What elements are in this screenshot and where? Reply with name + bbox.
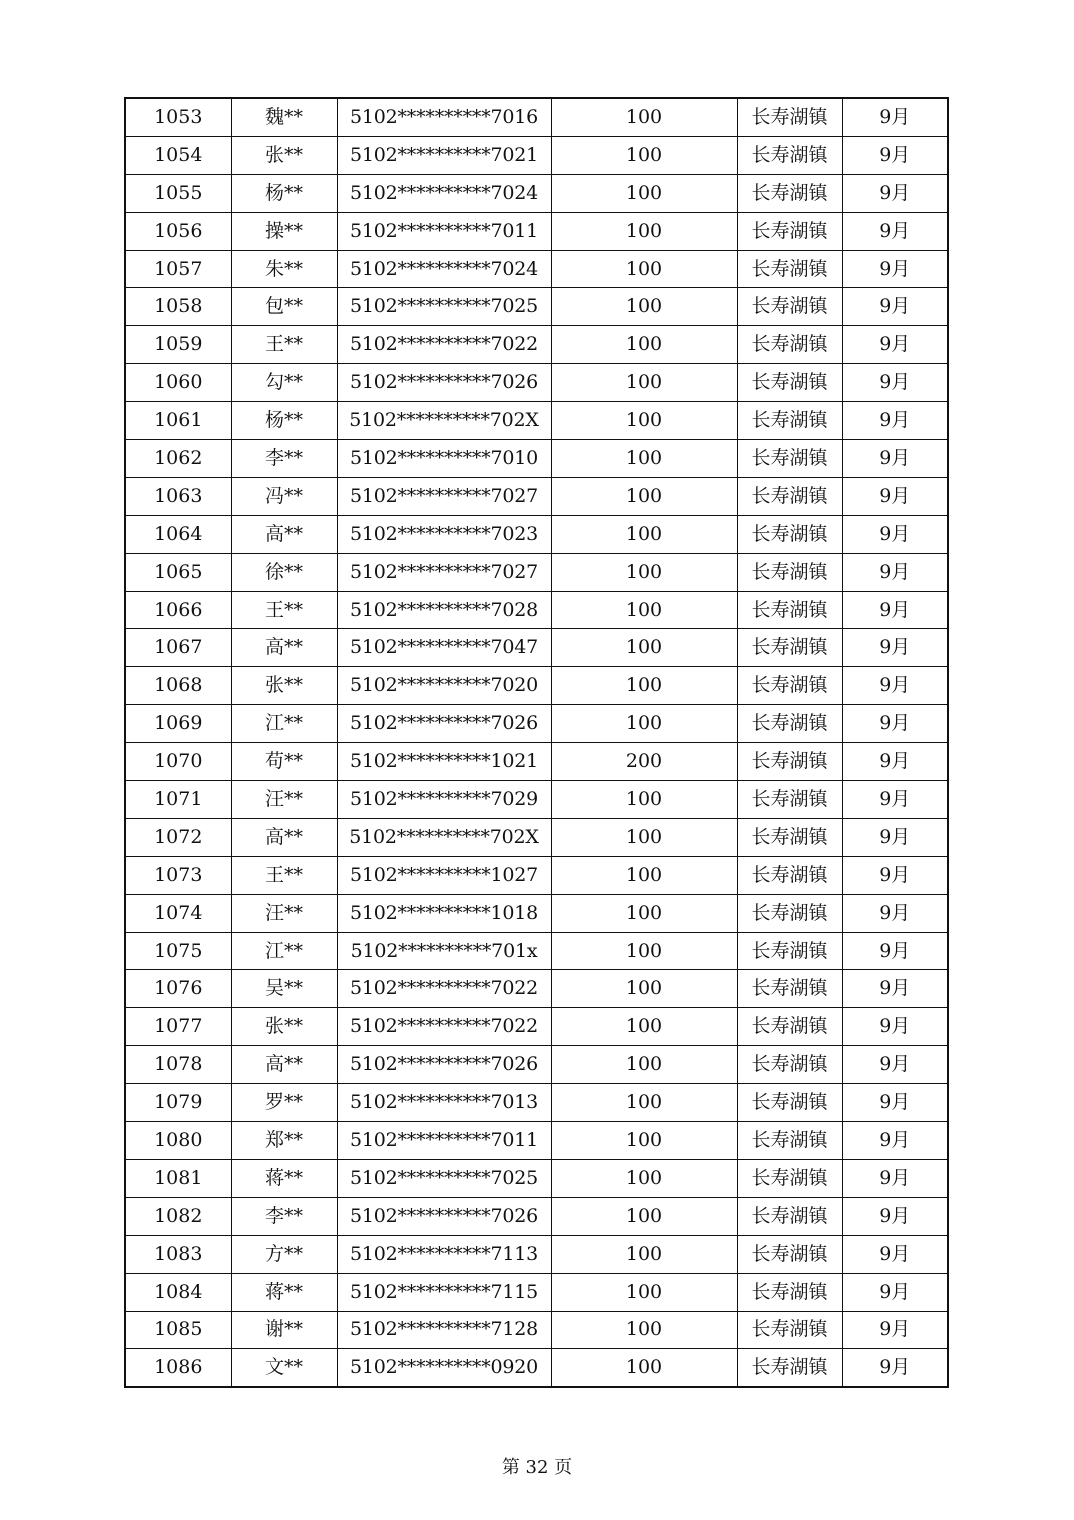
serial-cell: 1057 (125, 250, 231, 288)
id-number-cell: 5102**********7022 (337, 326, 551, 364)
amount-cell: 100 (551, 1349, 737, 1387)
serial-cell: 1063 (125, 477, 231, 515)
town-cell: 长寿湖镇 (737, 1349, 842, 1387)
name-cell: 王** (231, 591, 337, 629)
serial-cell: 1078 (125, 1046, 231, 1084)
id-number-cell: 5102**********7022 (337, 1008, 551, 1046)
town-cell: 长寿湖镇 (737, 174, 842, 212)
month-cell: 9月 (842, 1197, 948, 1235)
serial-cell: 1077 (125, 1008, 231, 1046)
name-cell: 杨** (231, 174, 337, 212)
serial-cell: 1062 (125, 440, 231, 478)
table-row (125, 515, 948, 553)
table-row (125, 629, 948, 667)
amount-cell: 100 (551, 932, 737, 970)
id-number-cell: 5102**********7047 (337, 629, 551, 667)
serial-cell: 1061 (125, 402, 231, 440)
serial-cell: 1076 (125, 970, 231, 1008)
id-number-cell: 5102**********7026 (337, 1046, 551, 1084)
serial-cell: 1079 (125, 1084, 231, 1122)
month-cell: 9月 (842, 212, 948, 250)
id-number-cell: 5102**********7026 (337, 364, 551, 402)
amount-cell: 100 (551, 326, 737, 364)
town-cell: 长寿湖镇 (737, 553, 842, 591)
page-number: 第 32 页 (501, 1457, 573, 1478)
id-number-cell: 5102**********7113 (337, 1235, 551, 1273)
name-cell: 王** (231, 856, 337, 894)
month-cell: 9月 (842, 970, 948, 1008)
serial-cell: 1059 (125, 326, 231, 364)
town-cell: 长寿湖镇 (737, 212, 842, 250)
name-cell: 吴** (231, 970, 337, 1008)
serial-cell: 1080 (125, 1122, 231, 1160)
amount-cell: 100 (551, 250, 737, 288)
amount-cell: 100 (551, 364, 737, 402)
amount-cell: 100 (551, 591, 737, 629)
amount-cell: 100 (551, 477, 737, 515)
amount-cell: 100 (551, 818, 737, 856)
month-cell: 9月 (842, 1046, 948, 1084)
name-cell: 张** (231, 1008, 337, 1046)
amount-cell: 100 (551, 1235, 737, 1273)
month-cell: 9月 (842, 288, 948, 326)
serial-cell: 1070 (125, 743, 231, 781)
town-cell: 长寿湖镇 (737, 1197, 842, 1235)
id-number-cell: 5102**********7025 (337, 288, 551, 326)
id-number-cell: 5102**********7023 (337, 515, 551, 553)
table-row (125, 970, 948, 1008)
table-row (125, 1311, 948, 1349)
table-row (125, 250, 948, 288)
name-cell: 郑** (231, 1122, 337, 1160)
name-cell: 文** (231, 1349, 337, 1387)
name-cell: 冯** (231, 477, 337, 515)
town-cell: 长寿湖镇 (737, 629, 842, 667)
id-number-cell: 5102**********7028 (337, 591, 551, 629)
serial-cell: 1068 (125, 667, 231, 705)
table-row (125, 705, 948, 743)
town-cell: 长寿湖镇 (737, 894, 842, 932)
name-cell: 张** (231, 667, 337, 705)
serial-cell: 1067 (125, 629, 231, 667)
id-number-cell: 5102**********7025 (337, 1159, 551, 1197)
serial-cell: 1066 (125, 591, 231, 629)
month-cell: 9月 (842, 1311, 948, 1349)
name-cell: 蒋** (231, 1273, 337, 1311)
id-number-cell: 5102**********1018 (337, 894, 551, 932)
town-cell: 长寿湖镇 (737, 970, 842, 1008)
table-row (125, 1197, 948, 1235)
month-cell: 9月 (842, 1349, 948, 1387)
serial-cell: 1081 (125, 1159, 231, 1197)
town-cell: 长寿湖镇 (737, 326, 842, 364)
serial-cell: 1054 (125, 136, 231, 174)
amount-cell: 100 (551, 553, 737, 591)
amount-cell: 100 (551, 1008, 737, 1046)
month-cell: 9月 (842, 477, 948, 515)
table-row (125, 743, 948, 781)
name-cell: 汪** (231, 781, 337, 819)
amount-cell: 100 (551, 667, 737, 705)
name-cell: 朱** (231, 250, 337, 288)
table-row (125, 1273, 948, 1311)
town-cell: 长寿湖镇 (737, 477, 842, 515)
id-number-cell: 5102**********7022 (337, 970, 551, 1008)
town-cell: 长寿湖镇 (737, 402, 842, 440)
name-cell: 高** (231, 818, 337, 856)
id-number-cell: 5102**********7010 (337, 440, 551, 478)
town-cell: 长寿湖镇 (737, 515, 842, 553)
name-cell: 勾** (231, 364, 337, 402)
amount-cell: 100 (551, 174, 737, 212)
month-cell: 9月 (842, 1122, 948, 1160)
amount-cell: 100 (551, 781, 737, 819)
town-cell: 长寿湖镇 (737, 1159, 842, 1197)
table-row (125, 1235, 948, 1273)
month-cell: 9月 (842, 553, 948, 591)
amount-cell: 100 (551, 629, 737, 667)
amount-cell: 100 (551, 515, 737, 553)
amount-cell: 100 (551, 98, 737, 136)
serial-cell: 1071 (125, 781, 231, 819)
amount-cell: 200 (551, 743, 737, 781)
town-cell: 长寿湖镇 (737, 288, 842, 326)
serial-cell: 1060 (125, 364, 231, 402)
table-row (125, 856, 948, 894)
serial-cell: 1085 (125, 1311, 231, 1349)
table-row (125, 932, 948, 970)
serial-cell: 1055 (125, 174, 231, 212)
town-cell: 长寿湖镇 (737, 932, 842, 970)
town-cell: 长寿湖镇 (737, 1122, 842, 1160)
amount-cell: 100 (551, 288, 737, 326)
month-cell: 9月 (842, 932, 948, 970)
id-number-cell: 5102**********1021 (337, 743, 551, 781)
table-row (125, 477, 948, 515)
month-cell: 9月 (842, 440, 948, 478)
id-number-cell: 5102**********7027 (337, 553, 551, 591)
town-cell: 长寿湖镇 (737, 743, 842, 781)
town-cell: 长寿湖镇 (737, 1046, 842, 1084)
month-cell: 9月 (842, 326, 948, 364)
id-number-cell: 5102**********7011 (337, 212, 551, 250)
records-table (124, 97, 949, 1388)
table-row (125, 894, 948, 932)
table-row (125, 1159, 948, 1197)
name-cell: 王** (231, 326, 337, 364)
name-cell: 李** (231, 1197, 337, 1235)
month-cell: 9月 (842, 364, 948, 402)
amount-cell: 100 (551, 212, 737, 250)
table-row (125, 98, 948, 136)
amount-cell: 100 (551, 1273, 737, 1311)
amount-cell: 100 (551, 136, 737, 174)
town-cell: 长寿湖镇 (737, 856, 842, 894)
name-cell: 罗** (231, 1084, 337, 1122)
name-cell: 操** (231, 212, 337, 250)
serial-cell: 1072 (125, 818, 231, 856)
name-cell: 苟** (231, 743, 337, 781)
month-cell: 9月 (842, 515, 948, 553)
records-body (125, 98, 948, 1387)
serial-cell: 1074 (125, 894, 231, 932)
amount-cell: 100 (551, 856, 737, 894)
table-row (125, 402, 948, 440)
town-cell: 长寿湖镇 (737, 591, 842, 629)
table-row (125, 1122, 948, 1160)
id-number-cell: 5102**********7016 (337, 98, 551, 136)
id-number-cell: 5102**********702X (337, 818, 551, 856)
month-cell: 9月 (842, 743, 948, 781)
id-number-cell: 5102**********0920 (337, 1349, 551, 1387)
month-cell: 9月 (842, 667, 948, 705)
table-row (125, 1008, 948, 1046)
month-cell: 9月 (842, 591, 948, 629)
id-number-cell: 5102**********7011 (337, 1122, 551, 1160)
town-cell: 长寿湖镇 (737, 1273, 842, 1311)
name-cell: 蒋** (231, 1159, 337, 1197)
serial-cell: 1064 (125, 515, 231, 553)
month-cell: 9月 (842, 250, 948, 288)
month-cell: 9月 (842, 856, 948, 894)
table-row (125, 781, 948, 819)
table-row (125, 174, 948, 212)
month-cell: 9月 (842, 174, 948, 212)
town-cell: 长寿湖镇 (737, 667, 842, 705)
table-row (125, 1084, 948, 1122)
month-cell: 9月 (842, 1084, 948, 1122)
name-cell: 徐** (231, 553, 337, 591)
table-row (125, 1349, 948, 1387)
serial-cell: 1053 (125, 98, 231, 136)
name-cell: 江** (231, 705, 337, 743)
id-number-cell: 5102**********701x (337, 932, 551, 970)
month-cell: 9月 (842, 98, 948, 136)
serial-cell: 1056 (125, 212, 231, 250)
month-cell: 9月 (842, 1008, 948, 1046)
serial-cell: 1058 (125, 288, 231, 326)
town-cell: 长寿湖镇 (737, 781, 842, 819)
amount-cell: 100 (551, 894, 737, 932)
month-cell: 9月 (842, 705, 948, 743)
amount-cell: 100 (551, 1084, 737, 1122)
serial-cell: 1084 (125, 1273, 231, 1311)
town-cell: 长寿湖镇 (737, 1235, 842, 1273)
month-cell: 9月 (842, 1159, 948, 1197)
id-number-cell: 5102**********7020 (337, 667, 551, 705)
month-cell: 9月 (842, 781, 948, 819)
serial-cell: 1082 (125, 1197, 231, 1235)
amount-cell: 100 (551, 1197, 737, 1235)
town-cell: 长寿湖镇 (737, 1311, 842, 1349)
amount-cell: 100 (551, 1122, 737, 1160)
town-cell: 长寿湖镇 (737, 364, 842, 402)
town-cell: 长寿湖镇 (737, 440, 842, 478)
town-cell: 长寿湖镇 (737, 136, 842, 174)
amount-cell: 100 (551, 440, 737, 478)
id-number-cell: 5102**********7115 (337, 1273, 551, 1311)
name-cell: 汪** (231, 894, 337, 932)
table-row (125, 440, 948, 478)
amount-cell: 100 (551, 1159, 737, 1197)
id-number-cell: 5102**********7024 (337, 250, 551, 288)
table-row (125, 364, 948, 402)
table-row (125, 212, 948, 250)
amount-cell: 100 (551, 1046, 737, 1084)
id-number-cell: 5102**********1027 (337, 856, 551, 894)
serial-cell: 1073 (125, 856, 231, 894)
name-cell: 方** (231, 1235, 337, 1273)
amount-cell: 100 (551, 970, 737, 1008)
serial-cell: 1065 (125, 553, 231, 591)
town-cell: 长寿湖镇 (737, 1008, 842, 1046)
town-cell: 长寿湖镇 (737, 98, 842, 136)
table-row (125, 591, 948, 629)
name-cell: 魏** (231, 98, 337, 136)
id-number-cell: 5102**********702X (337, 402, 551, 440)
name-cell: 高** (231, 1046, 337, 1084)
month-cell: 9月 (842, 136, 948, 174)
id-number-cell: 5102**********7027 (337, 477, 551, 515)
id-number-cell: 5102**********7026 (337, 705, 551, 743)
name-cell: 高** (231, 629, 337, 667)
id-number-cell: 5102**********7026 (337, 1197, 551, 1235)
town-cell: 长寿湖镇 (737, 818, 842, 856)
id-number-cell: 5102**********7021 (337, 136, 551, 174)
month-cell: 9月 (842, 1235, 948, 1273)
name-cell: 江** (231, 932, 337, 970)
name-cell: 杨** (231, 402, 337, 440)
table-row (125, 1046, 948, 1084)
table-row (125, 667, 948, 705)
town-cell: 长寿湖镇 (737, 1084, 842, 1122)
id-number-cell: 5102**********7128 (337, 1311, 551, 1349)
month-cell: 9月 (842, 402, 948, 440)
table-row (125, 553, 948, 591)
month-cell: 9月 (842, 818, 948, 856)
name-cell: 李** (231, 440, 337, 478)
name-cell: 高** (231, 515, 337, 553)
month-cell: 9月 (842, 629, 948, 667)
amount-cell: 100 (551, 402, 737, 440)
amount-cell: 100 (551, 1311, 737, 1349)
id-number-cell: 5102**********7013 (337, 1084, 551, 1122)
month-cell: 9月 (842, 1273, 948, 1311)
serial-cell: 1069 (125, 705, 231, 743)
id-number-cell: 5102**********7029 (337, 781, 551, 819)
table-row (125, 136, 948, 174)
serial-cell: 1083 (125, 1235, 231, 1273)
table-row (125, 288, 948, 326)
id-number-cell: 5102**********7024 (337, 174, 551, 212)
name-cell: 张** (231, 136, 337, 174)
month-cell: 9月 (842, 894, 948, 932)
table-row (125, 818, 948, 856)
serial-cell: 1086 (125, 1349, 231, 1387)
serial-cell: 1075 (125, 932, 231, 970)
amount-cell: 100 (551, 705, 737, 743)
name-cell: 谢** (231, 1311, 337, 1349)
table-row (125, 326, 948, 364)
name-cell: 包** (231, 288, 337, 326)
town-cell: 长寿湖镇 (737, 250, 842, 288)
town-cell: 长寿湖镇 (737, 705, 842, 743)
